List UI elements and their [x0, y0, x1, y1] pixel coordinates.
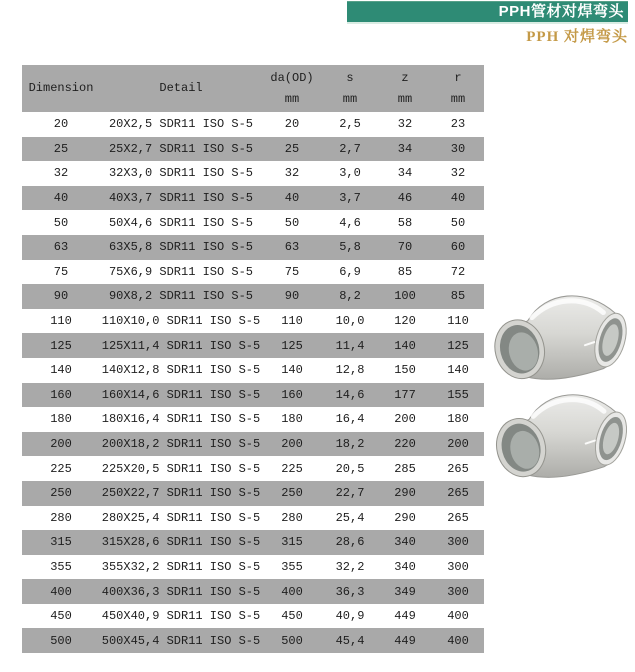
- cell-r: 60: [450, 240, 466, 255]
- cell-da_od: 450: [281, 609, 303, 624]
- table-row: [22, 555, 484, 580]
- cell-s: 20,5: [335, 461, 365, 476]
- table-row: [22, 210, 484, 235]
- cell-dimension: 140: [50, 363, 72, 378]
- column-unit: mm: [397, 91, 413, 106]
- cell-dimension: 180: [50, 412, 72, 427]
- cell-da_od: 125: [281, 338, 303, 353]
- cell-r: 180: [447, 412, 469, 427]
- cell-s: 40,9: [335, 609, 365, 624]
- cell-detail: 500X45,4 SDR11 ISO S-5: [101, 633, 261, 648]
- cell-s: 10,0: [335, 314, 365, 329]
- table-header-row: [22, 65, 484, 112]
- cell-detail: 90X8,2 SDR11 ISO S-5: [108, 289, 254, 304]
- table-row: [22, 186, 484, 211]
- cell-dimension: 250: [50, 486, 72, 501]
- spec-table: [22, 65, 484, 653]
- cell-z: 46: [397, 191, 413, 206]
- cell-s: 5,8: [339, 240, 361, 255]
- cell-dimension: 50: [53, 215, 69, 230]
- cell-r: 300: [447, 535, 469, 550]
- cell-da_od: 180: [281, 412, 303, 427]
- table-body: [22, 112, 484, 653]
- cell-r: 125: [447, 338, 469, 353]
- table-row: [22, 309, 484, 334]
- cell-r: 300: [447, 584, 469, 599]
- cell-z: 100: [394, 289, 416, 304]
- table-row: [22, 432, 484, 457]
- cell-da_od: 32: [284, 166, 300, 181]
- cell-da_od: 110: [281, 314, 303, 329]
- cell-detail: 315X28,6 SDR11 ISO S-5: [101, 535, 261, 550]
- cell-detail: 250X22,7 SDR11 ISO S-5: [101, 486, 261, 501]
- column-label: da(OD): [270, 70, 314, 85]
- elbow-fitting-photo-2: [489, 386, 634, 485]
- cell-detail: 280X25,4 SDR11 ISO S-5: [101, 510, 261, 525]
- cell-r: 30: [450, 141, 466, 156]
- cell-r: 155: [447, 387, 469, 402]
- cell-r: 200: [447, 437, 469, 452]
- table-row: [22, 506, 484, 531]
- cell-z: 34: [397, 141, 413, 156]
- table-row: [22, 604, 484, 629]
- cell-s: 25,4: [335, 510, 365, 525]
- cell-z: 70: [397, 240, 413, 255]
- cell-r: 23: [450, 117, 466, 132]
- cell-r: 140: [447, 363, 469, 378]
- table-row: [22, 161, 484, 186]
- cell-dimension: 450: [50, 609, 72, 624]
- cell-z: 340: [394, 559, 416, 574]
- cell-r: 400: [447, 633, 469, 648]
- table-row: [22, 628, 484, 653]
- table-row: [22, 333, 484, 358]
- cell-s: 12,8: [335, 363, 365, 378]
- cell-detail: 25X2,7 SDR11 ISO S-5: [108, 141, 254, 156]
- column-header-dimension: [22, 65, 100, 112]
- column-label: r: [454, 70, 462, 85]
- cell-z: 85: [397, 264, 413, 279]
- cell-da_od: 315: [281, 535, 303, 550]
- cell-da_od: 280: [281, 510, 303, 525]
- cell-s: 3,7: [339, 191, 361, 206]
- cell-da_od: 40: [284, 191, 300, 206]
- cell-dimension: 25: [53, 141, 69, 156]
- cell-dimension: 200: [50, 437, 72, 452]
- cell-dimension: 32: [53, 166, 69, 181]
- cell-detail: 110X10,0 SDR11 ISO S-5: [101, 314, 261, 329]
- cell-da_od: 140: [281, 363, 303, 378]
- cell-detail: 63X5,8 SDR11 ISO S-5: [108, 240, 254, 255]
- cell-z: 290: [394, 510, 416, 525]
- cell-z: 120: [394, 314, 416, 329]
- cell-z: 449: [394, 633, 416, 648]
- cell-da_od: 25: [284, 141, 300, 156]
- cell-da_od: 225: [281, 461, 303, 476]
- table-row: [22, 112, 484, 137]
- cell-da_od: 20: [284, 117, 300, 132]
- table-row: [22, 530, 484, 555]
- cell-dimension: 90: [53, 289, 69, 304]
- cell-detail: 20X2,5 SDR11 ISO S-5: [108, 117, 254, 132]
- cell-dimension: 160: [50, 387, 72, 402]
- cell-s: 6,9: [339, 264, 361, 279]
- cell-da_od: 250: [281, 486, 303, 501]
- cell-r: 300: [447, 559, 469, 574]
- cell-dimension: 63: [53, 240, 69, 255]
- cell-da_od: 160: [281, 387, 303, 402]
- column-header-detail: [100, 65, 262, 112]
- table-row: [22, 383, 484, 408]
- table-row: [22, 407, 484, 432]
- table-row: [22, 284, 484, 309]
- page-subtitle: PPH 对焊弯头: [526, 29, 628, 45]
- cell-detail: 40X3,7 SDR11 ISO S-5: [108, 191, 254, 206]
- column-label: s: [346, 70, 354, 85]
- table-row: [22, 579, 484, 604]
- cell-s: 14,6: [335, 387, 365, 402]
- cell-dimension: 400: [50, 584, 72, 599]
- page-title: PPH管材对焊弯头: [498, 3, 624, 20]
- cell-z: 449: [394, 609, 416, 624]
- cell-z: 290: [394, 486, 416, 501]
- cell-r: 265: [447, 510, 469, 525]
- cell-dimension: 315: [50, 535, 72, 550]
- table-row: [22, 358, 484, 383]
- cell-r: 265: [447, 486, 469, 501]
- cell-detail: 180X16,4 SDR11 ISO S-5: [101, 412, 261, 427]
- cell-dimension: 125: [50, 338, 72, 353]
- column-unit: mm: [284, 91, 300, 106]
- cell-detail: 32X3,0 SDR11 ISO S-5: [108, 166, 254, 181]
- cell-da_od: 355: [281, 559, 303, 574]
- column-header-r: [432, 65, 484, 112]
- table-row: [22, 235, 484, 260]
- cell-z: 220: [394, 437, 416, 452]
- cell-dimension: 75: [53, 264, 69, 279]
- cell-s: 2,5: [339, 117, 361, 132]
- cell-z: 340: [394, 535, 416, 550]
- cell-r: 400: [447, 609, 469, 624]
- cell-detail: 160X14,6 SDR11 ISO S-5: [101, 387, 261, 402]
- cell-detail: 75X6,9 SDR11 ISO S-5: [108, 264, 254, 279]
- cell-r: 110: [447, 314, 469, 329]
- column-unit: mm: [450, 91, 466, 106]
- cell-dimension: 500: [50, 633, 72, 648]
- cell-dimension: 280: [50, 510, 72, 525]
- cell-dimension: 40: [53, 191, 69, 206]
- cell-dimension: 225: [50, 461, 72, 476]
- cell-detail: 50X4,6 SDR11 ISO S-5: [108, 215, 254, 230]
- cell-dimension: 355: [50, 559, 72, 574]
- table-row: [22, 260, 484, 285]
- cell-z: 177: [394, 387, 416, 402]
- cell-s: 36,3: [335, 584, 365, 599]
- cell-s: 22,7: [335, 486, 365, 501]
- column-label: Dimension: [28, 81, 94, 95]
- cell-s: 4,6: [339, 215, 361, 230]
- cell-detail: 125X11,4 SDR11 ISO S-5: [101, 338, 261, 353]
- cell-da_od: 63: [284, 240, 300, 255]
- cell-z: 349: [394, 584, 416, 599]
- cell-z: 58: [397, 215, 413, 230]
- cell-detail: 200X18,2 SDR11 ISO S-5: [101, 437, 261, 452]
- column-header-da-od: [262, 65, 322, 112]
- cell-s: 45,4: [335, 633, 365, 648]
- cell-r: 85: [450, 289, 466, 304]
- column-header-z: [378, 65, 432, 112]
- cell-s: 2,7: [339, 141, 361, 156]
- cell-da_od: 75: [284, 264, 300, 279]
- cell-r: 50: [450, 215, 466, 230]
- elbow-fitting-photo-1: [489, 287, 632, 387]
- cell-z: 150: [394, 363, 416, 378]
- cell-r: 40: [450, 191, 466, 206]
- cell-r: 32: [450, 166, 466, 181]
- cell-z: 32: [397, 117, 413, 132]
- cell-z: 34: [397, 166, 413, 181]
- cell-s: 16,4: [335, 412, 365, 427]
- cell-da_od: 200: [281, 437, 303, 452]
- cell-s: 32,2: [335, 559, 365, 574]
- table-row: [22, 481, 484, 506]
- cell-detail: 355X32,2 SDR11 ISO S-5: [101, 559, 261, 574]
- cell-z: 285: [394, 461, 416, 476]
- cell-da_od: 90: [284, 289, 300, 304]
- column-label: Detail: [159, 81, 203, 95]
- cell-z: 200: [394, 412, 416, 427]
- cell-da_od: 500: [281, 633, 303, 648]
- page-title-bar: [347, 1, 628, 24]
- cell-detail: 450X40,9 SDR11 ISO S-5: [101, 609, 261, 624]
- cell-r: 72: [450, 264, 466, 279]
- cell-detail: 400X36,3 SDR11 ISO S-5: [101, 584, 261, 599]
- cell-dimension: 20: [53, 117, 69, 132]
- cell-s: 8,2: [339, 289, 361, 304]
- cell-z: 140: [394, 338, 416, 353]
- cell-detail: 225X20,5 SDR11 ISO S-5: [101, 461, 261, 476]
- cell-dimension: 110: [50, 314, 72, 329]
- column-label: z: [401, 70, 409, 85]
- cell-s: 11,4: [335, 338, 365, 353]
- cell-s: 3,0: [339, 166, 361, 181]
- column-header-s: [322, 65, 378, 112]
- cell-da_od: 50: [284, 215, 300, 230]
- cell-s: 18,2: [335, 437, 365, 452]
- table-row: [22, 137, 484, 162]
- cell-s: 28,6: [335, 535, 365, 550]
- table-row: [22, 456, 484, 481]
- cell-r: 265: [447, 461, 469, 476]
- cell-detail: 140X12,8 SDR11 ISO S-5: [101, 363, 261, 378]
- cell-da_od: 400: [281, 584, 303, 599]
- column-unit: mm: [342, 91, 358, 106]
